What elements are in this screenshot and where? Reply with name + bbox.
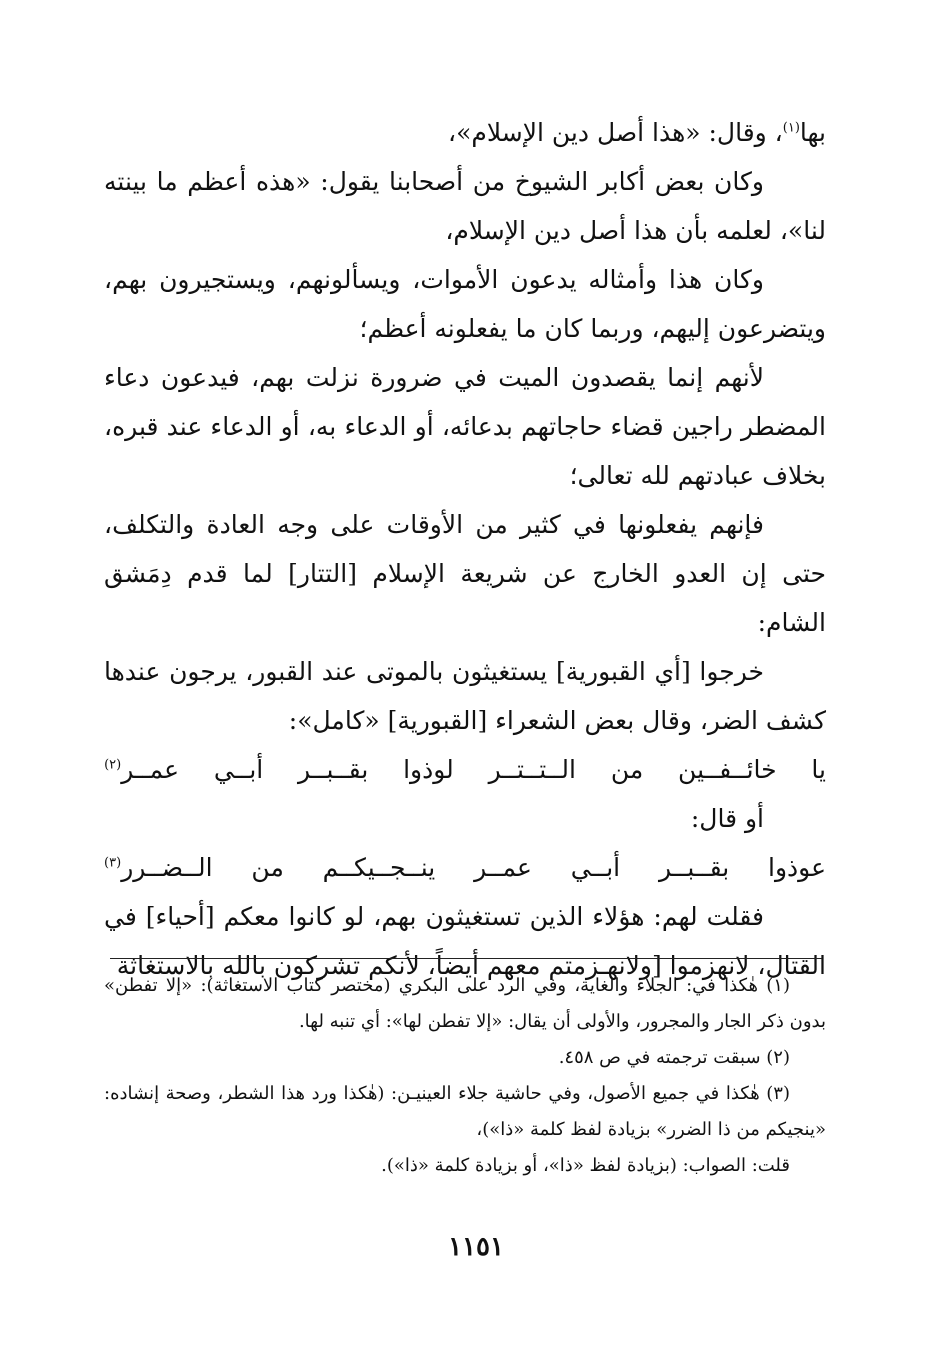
verse-word: أبــي <box>213 755 264 784</box>
verse-word-last <box>104 843 213 892</box>
footnote-ref-2: (٢) <box>104 757 122 773</box>
verse-word: بقــبــر <box>658 853 730 882</box>
footnotes <box>104 968 826 1184</box>
footnote-3-continued: قلت: الصواب: (بزيادة لفظ «ذا»، أو بزيادة كلمة «ذا»). <box>381 1155 790 1176</box>
verse-word: الــتــتــر <box>488 755 576 784</box>
main-text <box>104 108 826 990</box>
verse-word: يا <box>811 755 826 784</box>
verse-word: عمــر <box>474 853 532 882</box>
verse-word: خائــفــين <box>678 755 777 784</box>
paragraph-7: أو قال: <box>690 804 764 833</box>
footnote-ref-3: (٣) <box>104 855 122 871</box>
footnote-separator <box>110 958 822 959</box>
footnote-1: (١) هٰكذا في: الجلاء والغاية، وفي الرد على البكري (مختصر كتاب الاستغاثة): «إلا تفطن» بدون ذكر الجار والمجرور، والأولى أن يقال: «إلا تفطن لها»: أي تنبه لها. <box>104 975 826 1032</box>
paragraph-5: فإنهم يفعلونها في كثير من الأوقات على وجه العادة والتكلف، حتى إن العدو الخارج عن شريعة الإسلام [التتار] لما قدم دِمَشق الشام: <box>104 510 826 637</box>
verse-word: لوذوا <box>403 755 454 784</box>
footnote-3: (٣) هٰكذا في جميع الأصول، وفي حاشية جلاء العينيـن: (هٰكذا ورد هذا الشطر، وصحة إنشاده: «ينجيكم من ذا الضرر» بزيادة لفظ كلمة «ذا»)، <box>104 1083 826 1140</box>
paragraph-6: خرجوا [أي القبورية] يستغيثون بالموتى عند القبور، يرجون عندها كشف الضر، وقال بعض الشعراء [القبورية] «كامل»: <box>104 657 826 735</box>
verse-2 <box>104 843 826 892</box>
footnote-ref-1: (١) <box>782 120 800 136</box>
verse-word: من <box>610 755 644 784</box>
verse-word: عمــر <box>121 755 180 784</box>
verse-1 <box>104 745 826 794</box>
verse-word: الــضــرر <box>121 853 213 882</box>
page-number: ١١٥١ <box>448 1232 504 1262</box>
verse-word: بقــبــر <box>298 755 369 784</box>
paragraph-1-start: بها <box>799 118 826 147</box>
verse-word-last <box>104 745 179 794</box>
verse-word: أبــي <box>570 853 621 882</box>
paragraph-4: لأنهم إنما يقصدون الميت في ضرورة نزلت بهم، فيدعون دعاء المضطر راجين قضاء حاجاتهم بدعائه، أو الدعاء به، أو الدعاء عند قبره، بخلاف عبادتهم لله تعالى؛ <box>104 363 826 490</box>
verse-word: عوذوا <box>768 853 826 882</box>
paragraph-2: وكان بعض أكابر الشيوخ من أصحابنا يقول: «هذه أعظم ما بينته لنا»، لعلمه بأن هذا أصل دين الإسلام، <box>104 167 826 245</box>
paragraph-1-end: ، وقال: «هذا أصل دين الإسلام»، <box>448 118 783 147</box>
paragraph-1 <box>104 108 826 157</box>
verse-word: من <box>251 853 284 882</box>
verse-word: ينــجــيكــم <box>322 853 436 882</box>
paragraph-3: وكان هذا وأمثاله يدعون الأموات، ويسألونهم، ويستجيرون بهم، ويتضرعون إليهم، وربما كان ما يفعلونه أعظم؛ <box>104 265 826 343</box>
footnote-2: (٢) سبقت ترجمته في ص ٤٥٨. <box>558 1047 790 1068</box>
paragraph-8: فقلت لهم: هؤلاء الذين تستغيثون بهم، لو كانوا معكم [أحياء] في القتال، لانهزموا [ولانهـزمتم معهم أيضاً، لأنكم تشركون بالله بالاستغاثة <box>104 902 826 980</box>
